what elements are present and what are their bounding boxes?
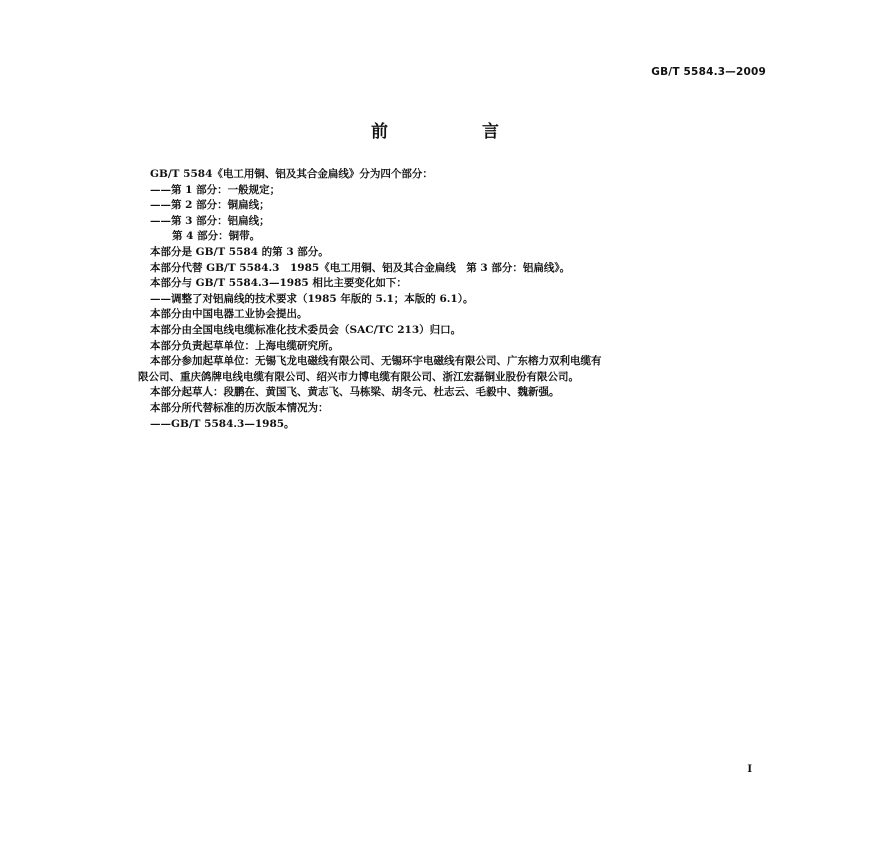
text-line: ——第 1 部分：一般规定；	[150, 183, 281, 196]
text-line: 本部分参加起草单位：无锡飞龙电磁线有限公司、无锡环宇电磁线有限公司、广东榕力双利电缆有	[150, 355, 602, 368]
text-line: ——调整了对铝扁线的技术要求（1985 年版的 5.1；本版的 6.1）。	[150, 292, 474, 305]
page-title: 前 言	[371, 122, 543, 142]
text-line: 本部分是 GB/T 5584 的第 3 部分。	[150, 245, 329, 258]
text-line: GB/T 5584《电工用铜、铝及其合金扁线》分为四个部分：	[150, 168, 433, 180]
text-line-continued: 限公司、重庆鸽牌电线电缆有限公司、绍兴市力博电缆有限公司、浙江宏磊铜业股份有限公司。	[138, 370, 579, 383]
text-line: 第 4 部分：铜带。	[172, 230, 261, 243]
text-line: 本部分负责起草单位：上海电缆研究所。	[150, 339, 339, 352]
foreword-body	[138, 167, 770, 432]
text-line: 本部分由全国电线电缆标准化技术委员会（SAC/TC 213）归口。	[150, 323, 462, 336]
text-line: ——第 3 部分：铝扁线；	[150, 214, 270, 227]
text-line: ——第 2 部分：铜扁线；	[150, 199, 270, 212]
text-line: 本部分与 GB/T 5584.3—1985 相比主要变化如下：	[150, 277, 407, 290]
text-line: 本部分由中国电器工业协会提出。	[150, 308, 308, 321]
text-line: 本部分所代替标准的历次版本情况为：	[150, 401, 329, 414]
page-number: I	[747, 764, 752, 775]
text-line: 本部分代替 GB/T 5584.3 1985《电工用铜、铝及其合金扁线 第 3 部分：铝扁线》。	[150, 261, 571, 274]
text-line: ——GB/T 5584.3—1985。	[150, 417, 295, 430]
standard-code: GB/T 5584.3—2009	[651, 66, 766, 78]
text-line: 本部分起草人：段鹏在、黄国飞、黄志飞、马栋梁、胡冬元、杜志云、毛毅中、魏新强。	[150, 386, 560, 399]
